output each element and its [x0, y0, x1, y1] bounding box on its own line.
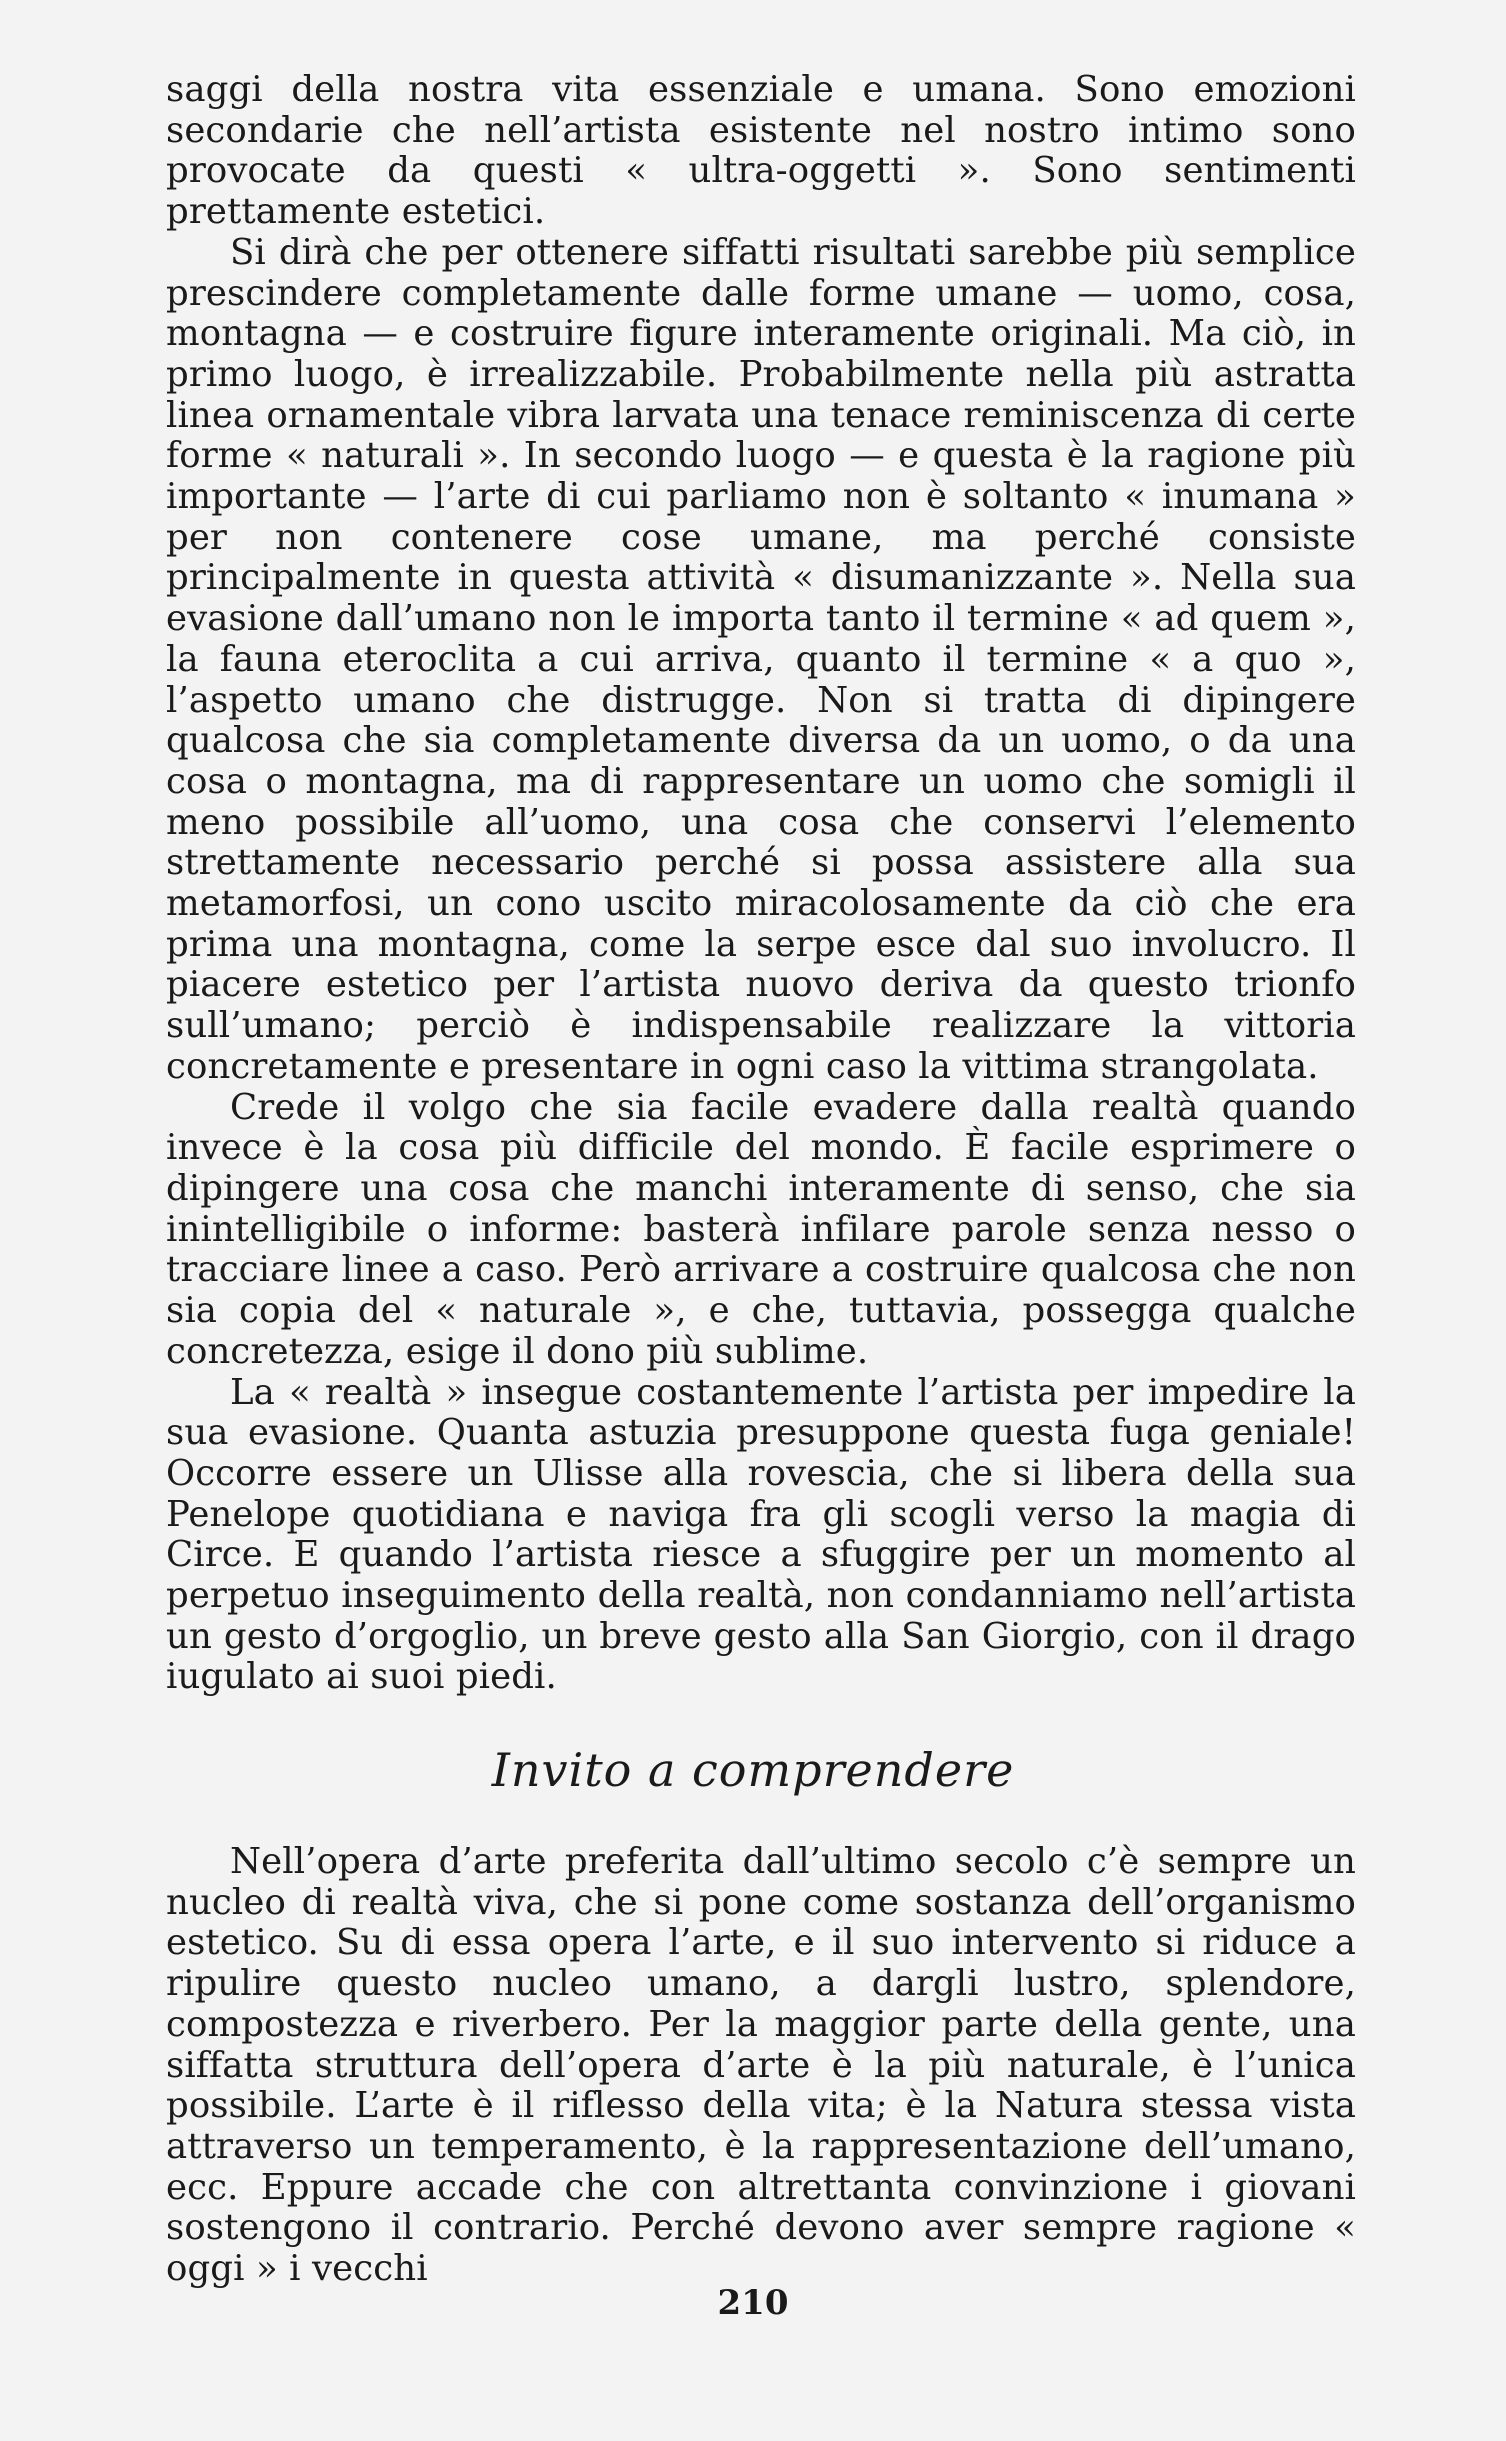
paragraph: Si dirà che per ottenere siffatti risultati sarebbe più semplice prescindere completamente dalle forme umane — uomo, cosa, montagna — e costruire figure interamente originali. Ma ciò, in primo luogo, è irrealizzabile. Probabilmente nella più astratta linea ornamentale vibra larvata una tenace reminiscenza di certe forme « naturali ». In secondo luogo — e questa è la ragione più importante — l’arte di cui parliamo non è soltanto « inumana » per non contenere cose umane, ma perché consiste principalmente in questa attività « disumanizzante ». Nella sua evasione dall’umano non le importa tanto il termine « ad quem », la fauna eteroclita a cui arriva, quanto il termine « a quo », l’aspetto umano che distrugge. Non si tratta di dipingere qualcosa che sia completamente diversa da un uomo, o da una cosa o montagna, ma di rappresentare un uomo che somigli il meno possibile all’uomo, una cosa che conservi l’elemento strettamente necessario perché si possa assistere alla sua metamorfosi, un cono uscito miracolosamente da ciò che era prima una montagna, come la serpe esce dal suo involucro. Il piacere estetico per l’artista nuovo deriva da questo trionfo sull’umano; perciò è indispensabile realizzare la vittoria concretamente e presentare in ogni caso la vittima strangolata.	[166, 231, 1356, 1087]
paragraph: Nell’opera d’arte preferita dall’ultimo secolo c’è sempre un nucleo di realtà viva, che si pone come sostanza dell’organismo estetico. Su di essa opera l’arte, e il suo intervento si riduce a ripulire questo nucleo umano, a dargli lustro, splendore, compostezza e riverbero. Per la maggior parte della gente, una siffatta struttura dell’opera d’arte è la più naturale, è l’unica possibile. L’arte è il riflesso della vita; è la Natura stessa vista attraverso un temperamento, è la rappresentazione dell’umano, ecc. Eppure accade che con altrettanta convinzione i giovani sostengono il contrario. Perché devono aver sempre ragione « oggi » i vecchi	[166, 1841, 1356, 2290]
page-number: 210	[717, 2283, 789, 2323]
paragraph: Crede il volgo che sia facile evadere dalla realtà quando invece è la cosa più difficile del mondo. È facile esprimere o dipingere una cosa che manchi interamente di senso, che sia inintelligibile o informe: basterà infilare parole senza nesso o tracciare linee a caso. Però arrivare a costruire qualcosa che non sia copia del « naturale », e che, tuttavia, possegga qualche concretezza, esige il dono più sublime.	[166, 1086, 1356, 1372]
section-heading: Invito a comprendere	[491, 1743, 1015, 1797]
paragraph: La « realtà » insegue costantemente l’artista per impedire la sua evasione. Quanta astuzia presuppone questa fuga geniale! Occorre essere un Ulisse alla rovescia, che si libera della sua Penelope quotidiana e naviga fra gli scogli verso la magia di Circe. E quando l’artista riesce a sfuggire per un momento al perpetuo inseguimento della realtà, non condanniamo nell’artista un gesto d’orgoglio, un breve gesto alla San Giorgio, con il drago iugulato ai suoi piedi.	[166, 1371, 1356, 1698]
body-text-top	[166, 70, 1356, 1698]
body-text-bottom	[166, 1842, 1356, 2290]
paragraph-continuation: saggi della nostra vita essenziale e umana. Sono emozioni secondarie che nell’artista esistente nel nostro intimo sono provocate da questi « ultra-oggetti ». Sono sentimenti prettamente estetici.	[166, 69, 1356, 233]
